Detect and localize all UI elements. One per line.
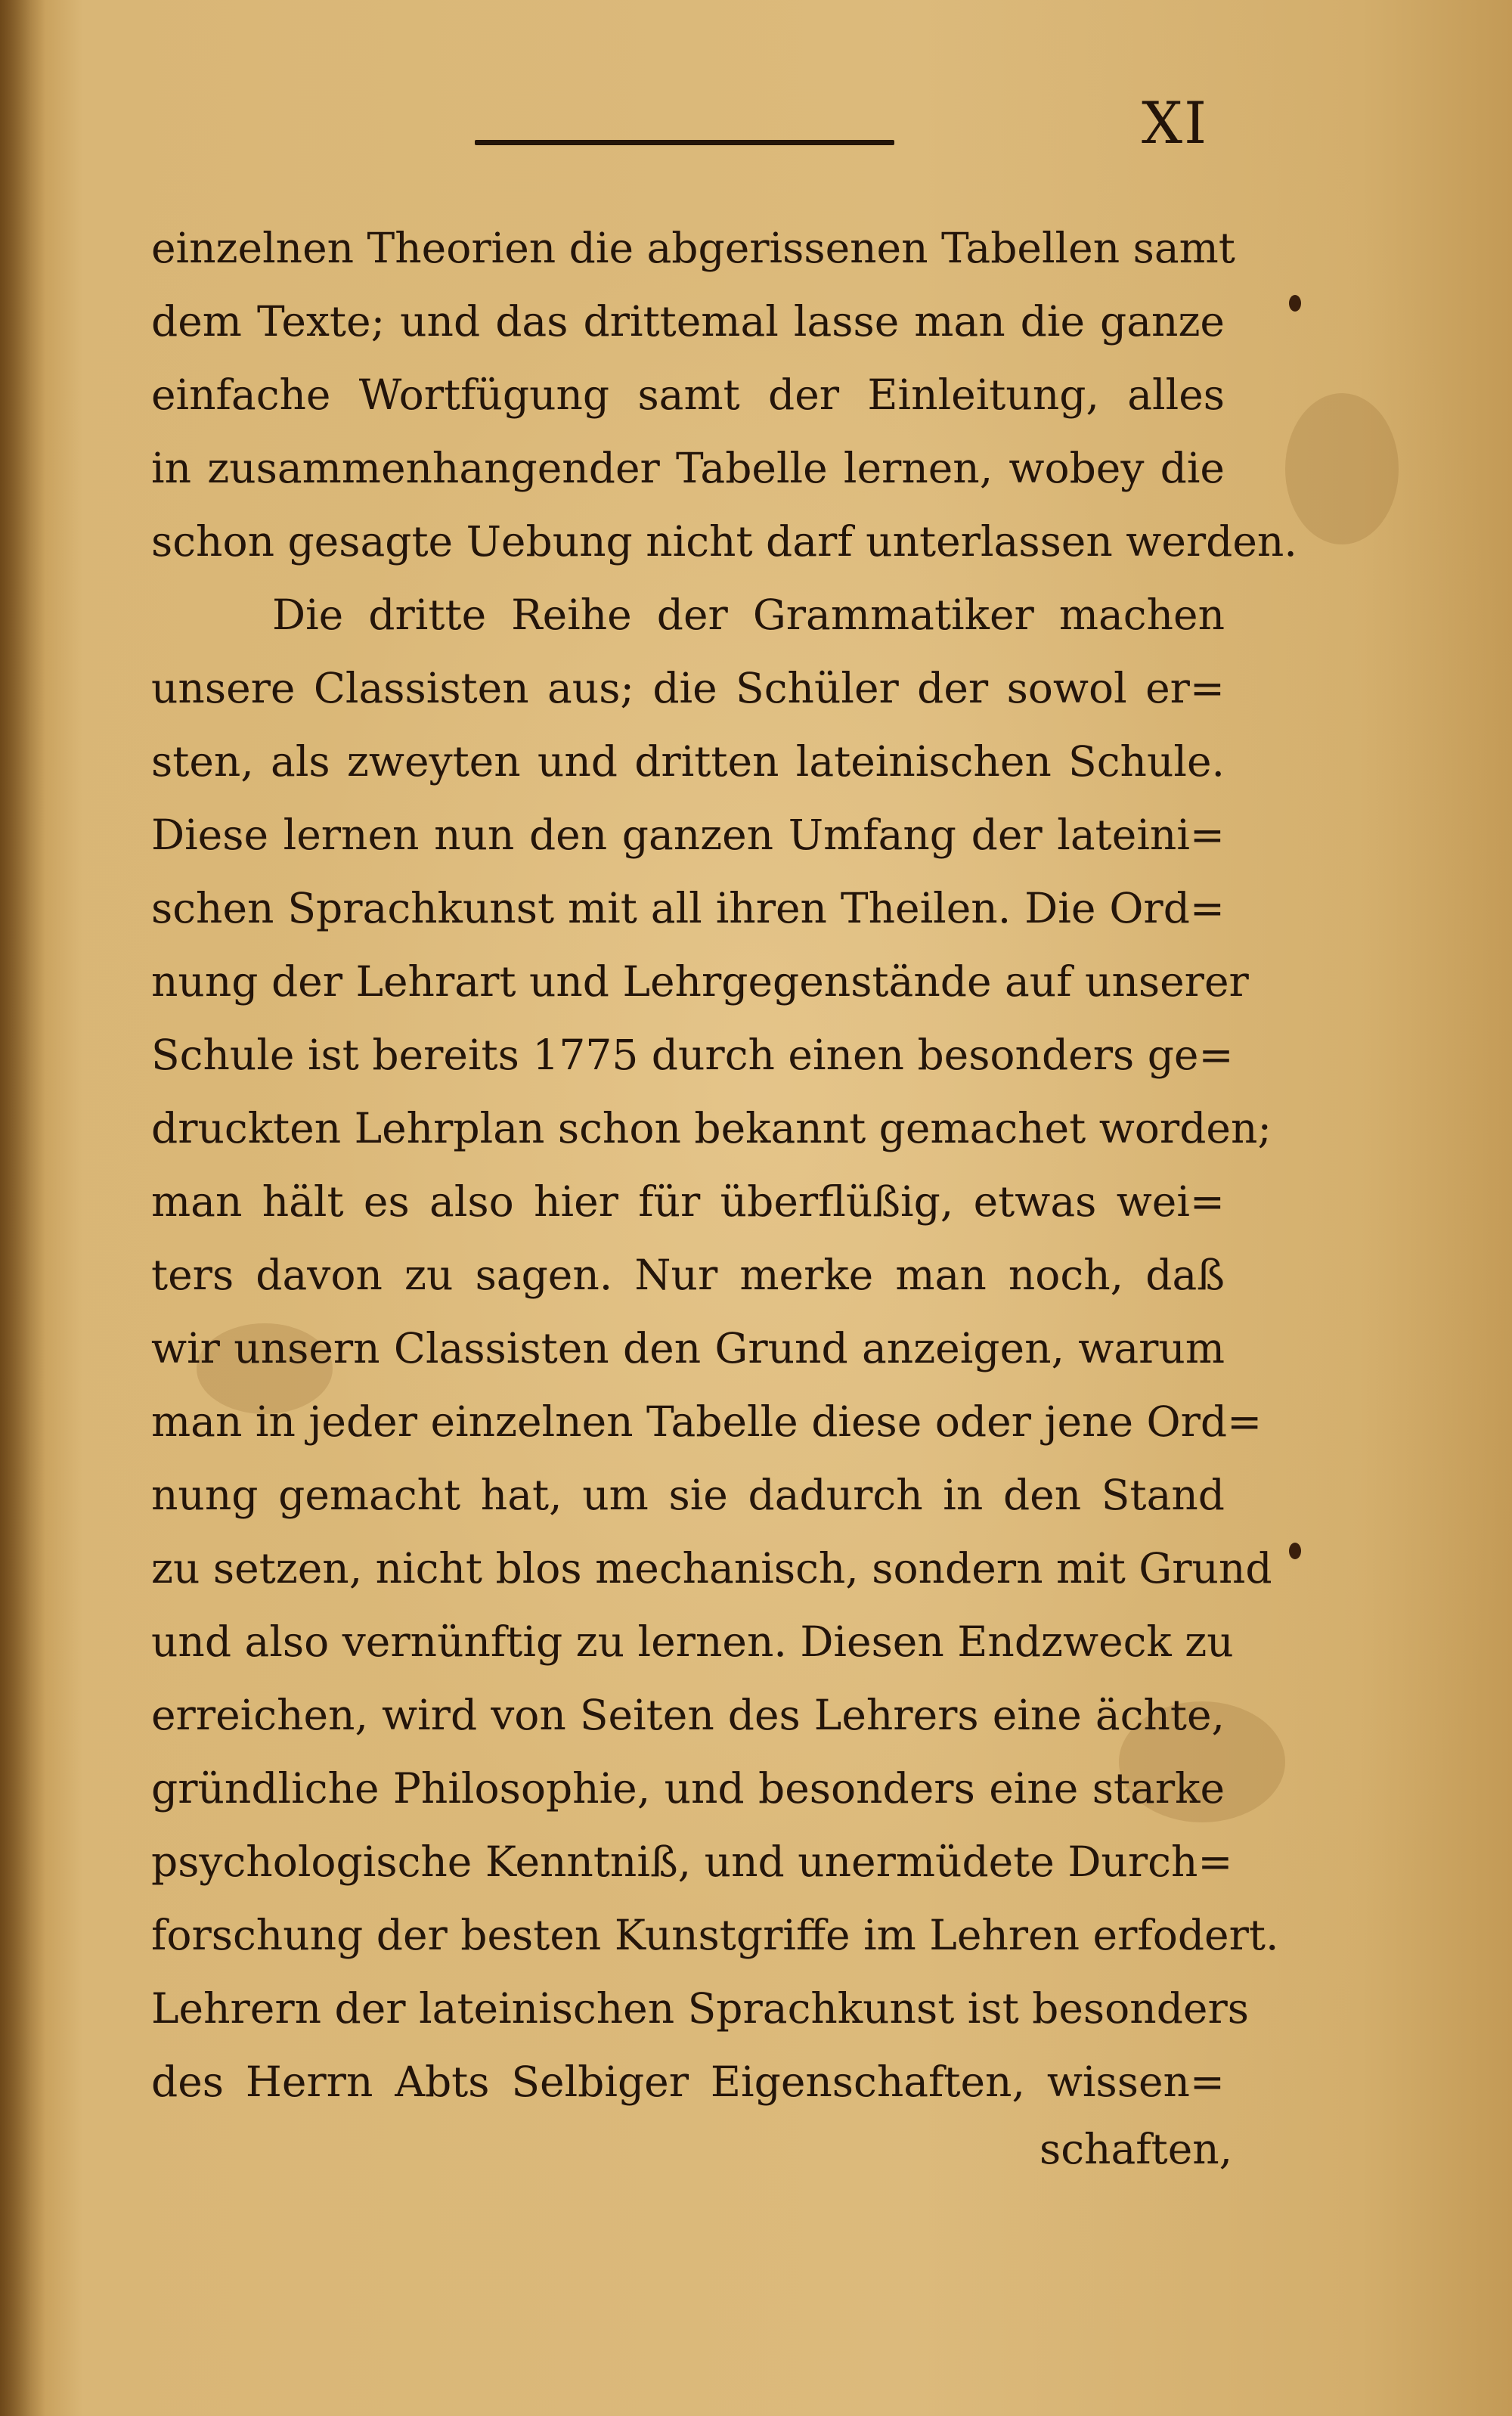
text-line: forschung der besten Kunstgriffe im Lehren erfodert.: [151, 1911, 1279, 1959]
text-line: sten, als zweyten und dritten lateinischen Schule.: [151, 737, 1225, 786]
text-line: Lehrern der lateinischen Sprachkunst ist besonders: [151, 1984, 1249, 2033]
text-line: und also vernünftig zu lernen. Diesen Endzweck zu: [151, 1617, 1234, 1666]
text-line: schen Sprachkunst mit all ihren Theilen. Die Ord=: [151, 884, 1225, 932]
text-line: man in jeder einzelnen Tabelle diese oder jene Ord=: [151, 1397, 1263, 1446]
text-line: zu setzen, nicht blos mechanisch, sondern mit Grund: [151, 1544, 1272, 1593]
text-line: einzelnen Theorien die abgerissenen Tabellen samt: [151, 224, 1235, 272]
paragraph-first-line: Die dritte Reihe der Grammatiker machen: [272, 591, 1225, 639]
body-text: [151, 212, 1297, 2119]
text-line: wir unsern Classisten den Grund anzeigen, warum: [151, 1324, 1225, 1372]
text-line: Schule ist bereits 1775 durch einen besonders ge=: [151, 1031, 1234, 1079]
catchword: schaften,: [1040, 2125, 1233, 2173]
text-line: druckten Lehrplan schon bekannt gemachet worden;: [151, 1104, 1272, 1152]
text-line: schon gesagte Uebung nicht darf unterlassen werden.: [151, 517, 1297, 566]
text-line: erreichen, wird von Seiten des Lehrers eine ächte,: [151, 1691, 1225, 1739]
spine-shadow: [0, 0, 45, 2416]
text-line: in zusammenhangender Tabelle lernen, wobey die: [151, 444, 1225, 492]
text-line: ters davon zu sagen. Nur merke man noch, daß: [151, 1251, 1225, 1299]
text-line: Diese lernen nun den ganzen Umfang der lateini=: [151, 811, 1225, 859]
text-line: unsere Classisten aus; die Schüler der sowol er=: [151, 664, 1225, 712]
text-line: man hält es also hier für überflüßig, etwas wei=: [151, 1177, 1225, 1226]
text-line: einfache Wortfügung samt der Einleitung, alles: [151, 371, 1225, 419]
text-line: des Herrn Abts Selbiger Eigenschaften, wissen=: [151, 2058, 1225, 2106]
text-line: dem Texte; und das drittemal lasse man die ganze: [151, 297, 1225, 346]
ink-dot: [1289, 1543, 1301, 1559]
page-number: XI: [1142, 89, 1209, 157]
ink-dot: [1289, 295, 1301, 312]
text-line: nung gemacht hat, um sie dadurch in den Stand: [151, 1471, 1225, 1519]
text-line: gründliche Philosophie, und besonders eine starke: [151, 1764, 1225, 1813]
text-line: nung der Lehrart und Lehrgegenstände auf unserer: [151, 957, 1249, 1006]
paper-stain: [1285, 393, 1399, 544]
text-line: psychologische Kenntniß, und unermüdete Durch=: [151, 1838, 1233, 1886]
header-rule: [475, 140, 894, 145]
